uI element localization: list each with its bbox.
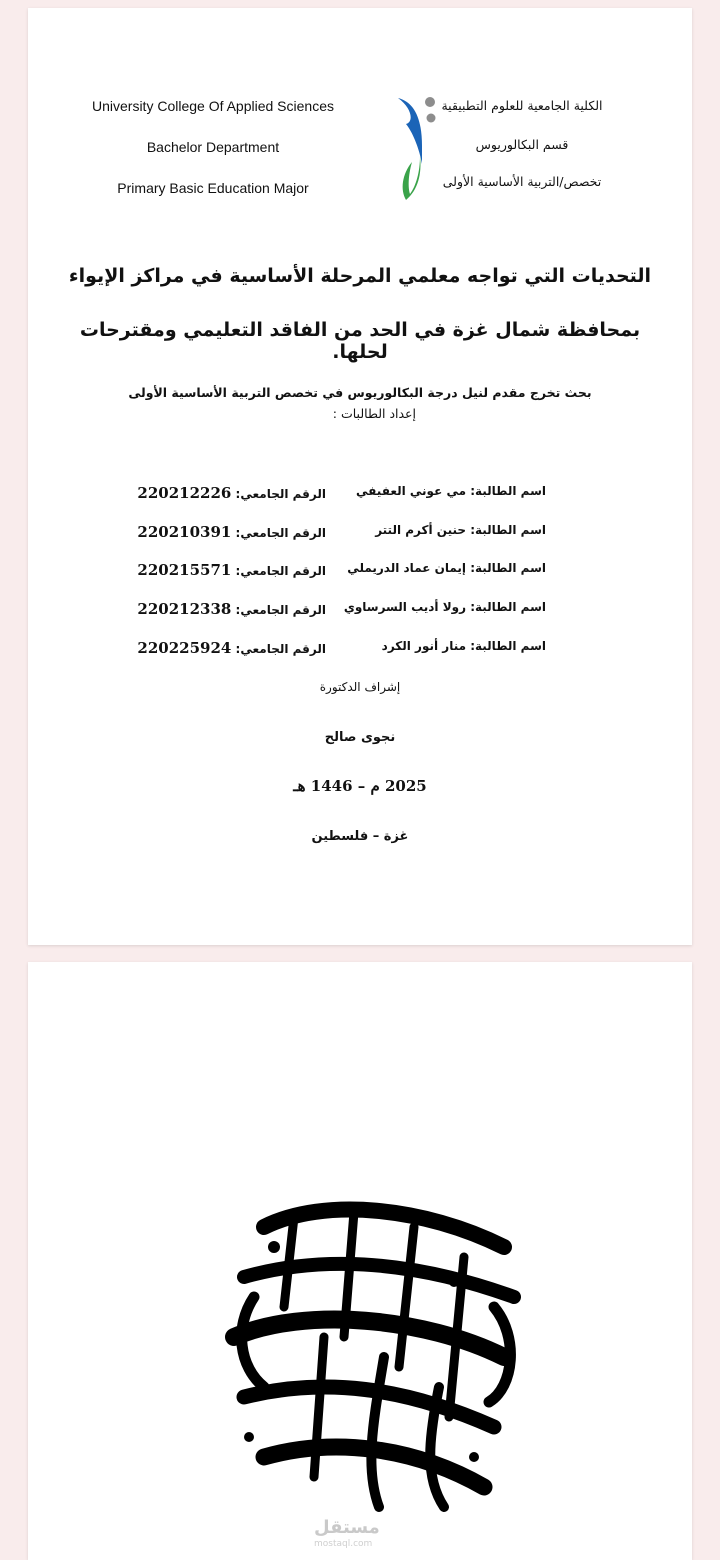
student-id: الرقم الجامعي: 220210391 — [137, 523, 326, 541]
thesis-title-line2: بمحافظة شمال غزة في الحد من الفاقد التعليمي ومقترحات لحلها. — [79, 319, 641, 363]
prepared-by-label: إعداد الطالبات : — [332, 406, 416, 421]
major-ar: تخصص/التربية الأساسية الأولى — [442, 174, 602, 189]
student-row — [28, 523, 692, 547]
cover-page — [28, 8, 692, 945]
supervision-label: إشراف الدكتورة — [319, 680, 401, 694]
major-en: Primary Basic Education Major — [117, 180, 309, 196]
thesis-date: 2025 م – 1446 هـ — [293, 777, 427, 795]
watermark-url: mostaql.com — [314, 1539, 373, 1549]
department-en: Bachelor Department — [146, 139, 280, 155]
verse-page — [28, 962, 692, 1560]
student-id: الرقم الجامعي: 220212338 — [137, 600, 326, 618]
student-row — [28, 600, 692, 624]
student-name: اسم الطالبة: منار أنور الكرد — [381, 639, 546, 653]
student-row — [28, 484, 692, 508]
student-name: اسم الطالبة: مي عوني العفيفي — [356, 484, 546, 498]
watermark-logo: مستقل — [314, 1517, 380, 1538]
quran-calligraphy-icon — [204, 1187, 534, 1517]
student-id: الرقم الجامعي: 220215571 — [137, 561, 326, 579]
student-id: الرقم الجامعي: 220212226 — [137, 484, 326, 502]
department-ar: قسم البكالوريوس — [475, 137, 569, 152]
student-row — [28, 561, 692, 585]
supervisor-name: نجوى صالح — [324, 730, 396, 745]
college-name-en: University College Of Applied Sciences — [91, 98, 334, 114]
college-name-ar: الكلية الجامعية للعلوم التطبيقية — [441, 98, 603, 113]
thesis-place: غزة – فلسطين — [311, 829, 409, 844]
thesis-subtitle: بحث تخرج مقدم لنيل درجة البكالوريوس في تخصص التربية الأساسية الأولى — [128, 385, 592, 400]
thesis-title-line1: التحديات التي تواجه معلمي المرحلة الأساسية في مراكز الإيواء — [68, 265, 652, 287]
student-name: اسم الطالبة: إيمان عماد الدريملي — [347, 561, 546, 575]
student-name: اسم الطالبة: رولا أديب السرساوي — [343, 600, 546, 614]
student-id: الرقم الجامعي: 220225924 — [137, 639, 326, 657]
student-row — [28, 639, 692, 663]
student-name: اسم الطالبة: حنين أكرم التتر — [375, 523, 546, 537]
